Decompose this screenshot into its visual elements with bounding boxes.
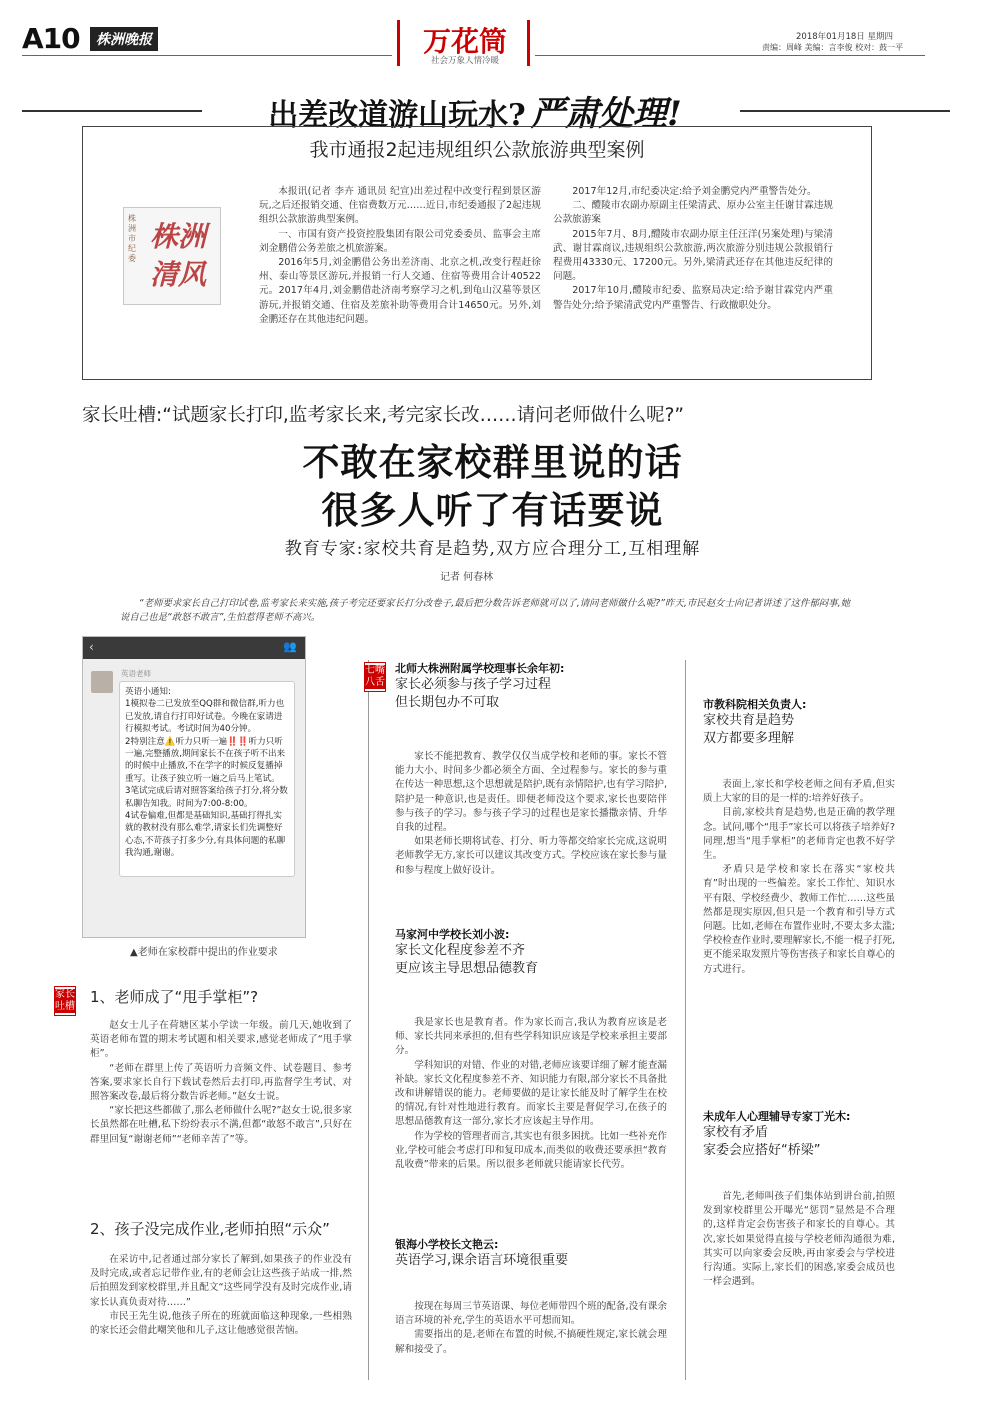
story2-byline: 记者 何春林 xyxy=(440,572,494,583)
story1-subhead: 我市通报2起违规组织公款旅游典型案例 xyxy=(309,139,645,161)
story2-lead xyxy=(120,597,850,625)
expert-para: 如果老师长期将试卷、打分、听力等都交给家长完成,这说明老师教学无方,家长可以建议其改变方式。学校应该在家长参与量和参与程度上做好设计。 xyxy=(395,836,667,876)
story1-para: 一、市国有资产投资控股集团有限公司党委委员、监事会主席刘金鹏借公务差旅之机旅游案。 xyxy=(259,228,541,254)
back-arrow-icon: ‹ xyxy=(89,640,94,654)
column-divider-right xyxy=(685,660,686,1380)
tag-seven-mouths-text: 七嘴八舌 xyxy=(365,665,385,688)
expert-name: 未成年人心理辅导专家丁光木: xyxy=(703,1110,851,1123)
expert-para: 表面上,家长和学校老师之间有矛盾,但实质上大家的目的是一样的:培养好孩子。 xyxy=(703,779,895,805)
expert-title-line: 家校有矛盾 xyxy=(703,1125,769,1140)
avatar xyxy=(91,671,113,693)
story2-lead-text: “老师要求家长自己打印试卷,监考家长来实施,孩子考完还要家长打分改卷子,最后把分数告诉老师就可以了,请问老师做什么呢?”昨天,市民赵女士向记者讲述了这件郁闷事,她说自己也是“敢怒不敢言”,生怕惹得老师不高兴。 xyxy=(120,598,850,623)
section-slogan: 社会万象人情冷暖 xyxy=(430,56,499,66)
story1-para: 二、醴陵市农副办原副主任梁清武、原办公室主任谢甘霖违规公款旅游案 xyxy=(553,200,833,226)
column-divider-left xyxy=(368,660,369,1380)
screenshot-caption: ▲老师在家校群中提出的作业要求 xyxy=(130,947,278,958)
masthead-rule xyxy=(22,55,392,56)
expert-title-line: 家校共育是趋势 xyxy=(703,713,795,728)
story2-headline-1: 不敢在家校群里说的话 xyxy=(302,441,683,484)
tag-seven-mouths xyxy=(364,662,386,692)
expert-para: 按现在每周三节英语课、每位老师带四个班的配备,没有课余语言环境的补充,学生的英语水平可想而知。 xyxy=(395,1301,667,1327)
chat-bubble xyxy=(119,681,295,877)
expert-name: 市教科院相关负责人: xyxy=(703,698,807,711)
paper-name: 株洲晚报 xyxy=(96,32,152,48)
expert-body xyxy=(395,1300,667,1357)
expert-para: 矛盾只是学校和家长在落实“家校共育”时出现的一些偏差。家长工作忙、知识水平有限、学校经费少、教师工作忙……这些虽然都是现实原因,但只是一个教育和引导方式问题。比如,老师在布置作业时,不要太多太滥;学校检查作业时,要理解家长,不能一棍子打死,更不能采取发照片等伤害孩子和家长自尊心的方式进行。 xyxy=(703,864,895,975)
chat-line: 英语小通知: xyxy=(125,687,171,697)
expert-title-line: 家长必须参与孩子学习过程 xyxy=(395,677,552,692)
story1-para: 2016年5月,刘金鹏借公务出差济南、北京之机,改变行程赶徐州、泰山等景区游玩,并报销一行人交通、住宿等费用合计40522元。2017年4月,刘金鹏借赴济南考察学习之机,到龟山汉墓等景区游玩,并报销交通、住宿及差旅补助等费用合计14650元。另外,刘金鹏还存在其他违纪问题。 xyxy=(259,257,541,325)
section-name: 万花筒 xyxy=(422,25,507,58)
section2-para: 市民王先生说,他孩子所在的班就面临这种现象,一些相熟的家长还会借此嘲笑他和儿子,这让他感觉很苦恼。 xyxy=(90,1310,352,1337)
expert-para: 首先,老师叫孩子们集体站到讲台前,拍照发到家校群里公开曝光“惩罚”显然是不合理的,这样肯定会伤害孩子和家长的自尊心。其次,家长如果觉得直接与学校老师沟通很为难,其实可以向家委会反映,再由家委会与学校进行沟通。实际上,家长们的困惑,家委会成员也一样会遇到。 xyxy=(703,1191,895,1288)
expert-ding xyxy=(703,1108,895,1289)
expert-name: 银海小学校长文艳云: xyxy=(395,1238,499,1251)
expert-body xyxy=(395,1016,667,1172)
expert-body xyxy=(703,1190,895,1289)
editor-credits: 责编：周峰 美编：言李俊 校对：鼓一平 xyxy=(762,43,904,52)
chat-line: 4试卷偏难,但都是基础知识,基础打得扎实就的教材没有那么难学,请家长们先调整好心态,不苛孩子打多少分,有具体问题的私聊我沟通,谢谢。 xyxy=(125,811,286,859)
chat-line: 3笔试完成后请对照答案给孩子打分,将分数私聊告知我。时间为7:00-8:00。 xyxy=(125,786,288,809)
chat-line: 1模拟卷二已发放至QQ群和微信群,听力也已发放,请自行打印好试卷。今晚在家请进行模拟考试。考试时间为40分钟。 xyxy=(125,699,285,735)
expert-liu xyxy=(395,926,667,1172)
expert-yu xyxy=(395,660,667,878)
expert-title-line: 家委会应搭好“桥梁” xyxy=(703,1143,821,1158)
story1-para: 2017年12月,市纪委决定:给予刘金鹏党内严重警告处分。 xyxy=(572,186,817,197)
issue-date: 2018年01月18日 星期四 xyxy=(796,32,893,42)
story2-kicker: 家长吐槽:“试题家长打印,监考家长来,考完家长改……请问老师做什么呢?” xyxy=(82,405,684,426)
story1-headline-main: 出差改道游山玩水? xyxy=(268,98,526,133)
section1-para: 赵女士儿子在荷塘区某小学读一年级。前几天,她收到了英语老师布置的期末考试题和相关要求,感觉老师成了“甩手掌柜”。 xyxy=(90,1020,352,1060)
logo-main-text: 株洲清风 xyxy=(149,220,206,291)
story1-para: 2017年10月,醴陵市纪委、监察局决定:给予谢甘霖党内严重警告处分;给予梁清武党内严重警告、行政撤职处分。 xyxy=(553,285,833,311)
story1-col2 xyxy=(553,185,833,313)
section1-body xyxy=(90,1019,352,1147)
section1-title: 1、老师成了“甩手掌柜”? xyxy=(90,988,259,1006)
chat-screenshot xyxy=(82,636,306,938)
contacts-icon: 👥 xyxy=(283,640,297,653)
story2-headline-2: 很多人听了有话要说 xyxy=(321,489,664,532)
expert-name: 北师大株洲附属学校理事长余年初: xyxy=(395,662,565,675)
story1-col1 xyxy=(259,185,541,327)
section1-para: “老师在群里上传了英语听力音频文件、试卷题目、参考答案,要求家长自行下载试卷然后去打印,再监督学生考试、对照答案改卷,最后将分数告诉老师。”赵女士说。 xyxy=(90,1062,352,1103)
story2-subhead: 教育专家:家校共育是趋势,双方应合理分工,互相理解 xyxy=(284,539,701,559)
tag-parents-complain-text: 家长吐槽 xyxy=(55,989,75,1012)
expert-name: 马家河中学校长刘小波: xyxy=(395,928,510,941)
story1-headline-accent: 严肃处理! xyxy=(530,94,682,134)
chat-titlebar xyxy=(83,637,305,659)
logo-side-text: 株洲市纪委 xyxy=(128,214,136,263)
expert-title-line: 英语学习,课余语言环境很重要 xyxy=(395,1253,569,1268)
section2-body xyxy=(90,1253,352,1338)
expert-para: 作为学校的管理者而言,其实也有很多困扰。比如一些补充作业,学校可能会考虑打印和复印成本,而类似的收费还要承担“教育乱收费”带来的后果。所以很多老师就只能请家长代劳。 xyxy=(395,1130,667,1171)
expert-para: 家长不能把教育、教学仅仅当成学校和老师的事。家长不管能力大小、时间多少都必须全方面、全过程参与。家长的参与重在传达一种思想,这个思想就是陪护,既有亲情陪护,也有学习陪护,陪护是一种意识,也是责任。即便老师没这个要求,家长也要陪伴参与孩子的学习。参与孩子学习的过程也是家长播撒亲情、升华自我的过程。 xyxy=(395,751,667,834)
chat-line: 2特别注意⚠️听力只听一遍‼️‼️听力只听一遍,完整播放,期间家长不在孩子听不出来的时候中止播放,不在学字的时候反复播掉重写。让孩子独立听一遍之后马上笔试。 xyxy=(125,736,286,784)
section1-para: “家长把这些都做了,那么老师做什么呢?”赵女士说,很多家长虽然都在吐槽,私下纷纷表示不满,但都“敢怒不敢言”,只好在群里回复“谢谢老师”“老师辛苦了”等。 xyxy=(90,1105,352,1145)
expert-body xyxy=(703,778,895,977)
expert-title-line: 但长期包办不可取 xyxy=(395,695,500,710)
expert-wen xyxy=(395,1236,667,1357)
masthead xyxy=(0,0,985,70)
expert-education-institute xyxy=(703,696,895,977)
expert-para: 需要指出的是,老师在布置的时候,不搞硬性规定,家长就会理解和接受了。 xyxy=(395,1329,667,1355)
clean-wind-logo xyxy=(123,207,221,305)
expert-title-line: 更应该主导思想品德教育 xyxy=(395,961,539,976)
tag-parents-complain xyxy=(54,986,76,1016)
expert-title-line: 双方都要多理解 xyxy=(703,731,795,746)
expert-para: 目前,家校共育是趋势,也是正确的教学理念。试问,哪个“甩手”家长可以将孩子培养好?同理,想当“甩手掌柜”的老师肯定也教不好学生。 xyxy=(703,807,895,862)
section2-para: 在采访中,记者通过部分家长了解到,如果孩子的作业没有及时完成,或者忘记带作业,有的老师会让这些孩子站成一排,然后拍照发到家校群里,并且配文“这些同学没有及时完成作业,请家长认真负责对待……” xyxy=(90,1254,352,1308)
paper-name-logo xyxy=(90,27,158,51)
expert-para: 学科知识的对错、作业的对错,老师应该要详细了解才能查漏补缺。家长文化程度参差不齐、知识能力有限,部分家长不具备批改和讲解错误的能力。老师要做的是让家长能及时了解学生在校的情况,有针对性地进行教育。而家长主要是督促学习,在孩子的思想品德教育这一部分,家长才应该起主导作用。 xyxy=(395,1059,667,1128)
story1-para: 2015年7月、8月,醴陵市农副办原主任汪洋(另案处理)与梁清武、谢甘霖商议,违规组织公款旅游,两次旅游分别违规公款报销行程费用43330元、17200元。另外,梁清武还存在其他违反纪律的问题。 xyxy=(553,228,833,283)
page-number: A10 xyxy=(22,22,80,55)
chat-sender-name: 英语老师 xyxy=(121,669,151,678)
section2-title: 2、孩子没完成作业,老师拍照“示众” xyxy=(90,1220,330,1238)
expert-title-line: 家长文化程度参差不齐 xyxy=(395,943,526,958)
story1-para: 本报讯(记者 李卉 通讯员 纪宣)出差过程中改变行程到景区游玩,之后还报销交通、住宿费数万元……近日,市纪委通报了2起违规组织公款旅游典型案例。 xyxy=(259,186,541,226)
expert-body xyxy=(395,750,667,878)
expert-para: 我是家长也是教育者。作为家长而言,我认为教育应该是老师、家长共同来承担的,但有些学科知识应该是学校来承担主要部分。 xyxy=(395,1017,667,1057)
story1-box xyxy=(82,126,872,380)
